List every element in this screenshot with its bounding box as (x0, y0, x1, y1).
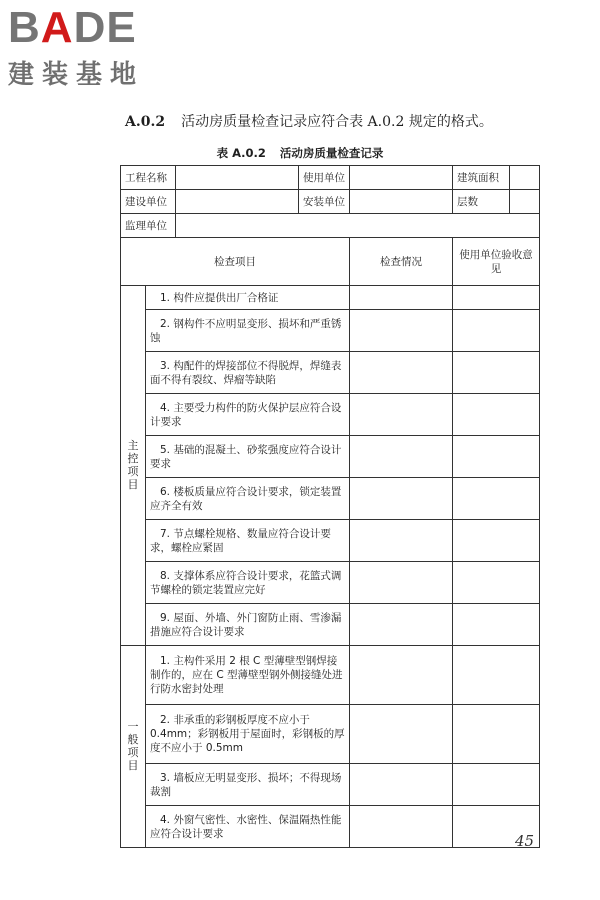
label-project-name: 工程名称 (121, 166, 176, 190)
table-row (121, 190, 540, 214)
page-number: 45 (515, 832, 535, 850)
check-item: 9. 屋面、外墙、外门窗防止雨、雪渗漏措施应符合设计要求 (146, 604, 350, 646)
label-floors: 层数 (453, 190, 510, 214)
value-building-area (510, 166, 540, 190)
check-item: 3. 墙板应无明显变形、损坏；不得现场裁割 (146, 764, 350, 806)
table-row (121, 214, 540, 238)
inspection-record-table (120, 165, 540, 848)
category-main: 主控项目 (121, 286, 146, 646)
check-item: 7. 节点螺栓规格、数量应符合设计要求，螺栓应紧固 (146, 520, 350, 562)
column-header-check-status: 检查情况 (350, 238, 453, 286)
table-row (121, 764, 540, 806)
check-item: 4. 主要受力构件的防火保护层应符合设计要求 (146, 394, 350, 436)
logo (8, 3, 178, 96)
logo-wordmark: BADE (8, 3, 137, 52)
label-using-unit: 使用单位 (299, 166, 350, 190)
value-installation-unit (350, 190, 453, 214)
label-supervision-unit: 监理单位 (121, 214, 176, 238)
label-construction-unit: 建设单位 (121, 190, 176, 214)
check-item: 3. 构配件的焊接部位不得脱焊，焊缝表面不得有裂纹、焊瘤等缺陷 (146, 352, 350, 394)
label-building-area: 建筑面积 (453, 166, 510, 190)
check-item: 4. 外窗气密性、水密性、保温隔热性能应符合设计要求 (146, 806, 350, 848)
category-general: 一般项目 (121, 646, 146, 848)
table-row (121, 520, 540, 562)
table-row (121, 394, 540, 436)
value-project-name (176, 166, 299, 190)
table-row (121, 286, 540, 310)
table-title: 表 A.0.2 活动房质量检查记录 (216, 146, 384, 160)
table-header-row (121, 238, 540, 286)
check-item: 2. 非承重的彩钢板厚度不应小于 0.4mm；彩钢板用于屋面时，彩钢板的厚度不应小于 0.5mm (146, 705, 350, 764)
value-using-unit (350, 166, 453, 190)
table-row (121, 478, 540, 520)
table-row (121, 166, 540, 190)
clause-text: A.0.2 活动房质量检查记录应符合表 A.0.2 规定的格式。 (125, 114, 493, 130)
table-row (121, 436, 540, 478)
table-row (121, 562, 540, 604)
column-header-acceptance: 使用单位验收意见 (453, 238, 540, 286)
value-construction-unit (176, 190, 299, 214)
label-installation-unit: 安装单位 (299, 190, 350, 214)
table-row (121, 310, 540, 352)
check-item: 8. 支撑体系应符合设计要求，花篮式调节螺栓的锁定装置应完好 (146, 562, 350, 604)
table-row (121, 705, 540, 764)
check-item: 2. 钢构件不应明显变形、损坏和严重锈蚀 (146, 310, 350, 352)
table-row (121, 806, 540, 848)
logo-subtitle: 建装基地 (8, 60, 145, 90)
table-row (121, 646, 540, 705)
check-item: 1. 构件应提供出厂合格证 (146, 286, 350, 310)
check-item: 6. 楼板质量应符合设计要求，锁定装置应齐全有效 (146, 478, 350, 520)
check-item: 5. 基础的混凝土、砂浆强度应符合设计要求 (146, 436, 350, 478)
table-row (121, 604, 540, 646)
table-row (121, 352, 540, 394)
value-supervision-unit (176, 214, 540, 238)
value-floors (510, 190, 540, 214)
check-item: 1. 主构件采用 2 根 C 型薄壁型钢焊接制作的，应在 C 型薄壁型钢外侧接缝处进行防水密封处理 (146, 646, 350, 705)
column-header-check-items: 检查项目 (121, 238, 350, 286)
